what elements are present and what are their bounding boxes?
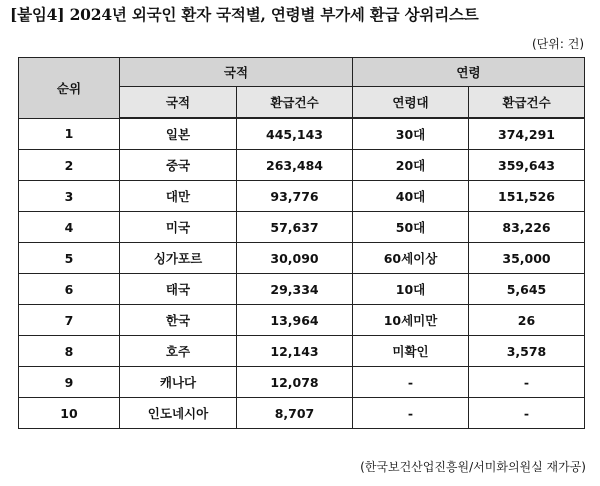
nationality-cell: 캐나다 [120,367,237,398]
table-row [19,212,585,243]
rank-cell: 3 [19,181,120,212]
nationality-cell: 태국 [120,274,237,305]
nationality-group-header: 국적 [120,58,353,87]
age-group-cell: - [353,367,469,398]
age-count-cell: 3,578 [469,336,585,367]
table-row [19,181,585,212]
nationality-count-cell: 12,143 [237,336,353,367]
age-count-cell: 26 [469,305,585,336]
age-count-column-header: 환급건수 [469,87,585,119]
age-count-cell: 151,526 [469,181,585,212]
rank-cell: 8 [19,336,120,367]
age-group-cell: 10세미만 [353,305,469,336]
age-count-cell: - [469,367,585,398]
nationality-count-cell: 29,334 [237,274,353,305]
nationality-count-cell: 445,143 [237,118,353,150]
document-title: [붙임4] 2024년 외국인 환자 국적별, 연령별 부가세 환급 상위리스트 [10,5,479,24]
age-group-cell: 미확인 [353,336,469,367]
nationality-count-cell: 12,078 [237,367,353,398]
age-count-cell: 359,643 [469,150,585,181]
nationality-cell: 일본 [120,118,237,150]
rank-cell: 9 [19,367,120,398]
table-row [19,367,585,398]
age-count-cell: 5,645 [469,274,585,305]
age-group-cell: 20대 [353,150,469,181]
age-count-cell: 83,226 [469,212,585,243]
rank-cell: 2 [19,150,120,181]
age-count-cell: - [469,398,585,429]
unit-note: (단위: 건) [532,37,584,51]
age-group-cell: 50대 [353,212,469,243]
age-group-cell: 40대 [353,181,469,212]
rank-cell: 4 [19,212,120,243]
table-row [19,305,585,336]
nationality-count-cell: 93,776 [237,181,353,212]
nationality-count-column-header: 환급건수 [237,87,353,119]
nationality-cell: 미국 [120,212,237,243]
nationality-count-cell: 13,964 [237,305,353,336]
age-group-header: 연령 [353,58,585,87]
table-row [19,398,585,429]
age-count-cell: 35,000 [469,243,585,274]
age-group-cell: 10대 [353,274,469,305]
nationality-cell: 인도네시아 [120,398,237,429]
age-group-column-header: 연령대 [353,87,469,119]
rank-cell: 10 [19,398,120,429]
age-count-cell: 374,291 [469,118,585,150]
rank-header: 순위 [19,58,120,119]
table-row [19,118,585,150]
nationality-cell: 중국 [120,150,237,181]
nationality-column-header: 국적 [120,87,237,119]
nationality-count-cell: 30,090 [237,243,353,274]
rank-cell: 6 [19,274,120,305]
nationality-cell: 대만 [120,181,237,212]
refund-ranking-table [18,57,585,429]
rank-cell: 7 [19,305,120,336]
age-group-cell: - [353,398,469,429]
nationality-cell: 호주 [120,336,237,367]
table-row [19,274,585,305]
nationality-count-cell: 57,637 [237,212,353,243]
nationality-count-cell: 8,707 [237,398,353,429]
nationality-cell: 한국 [120,305,237,336]
age-group-cell: 30대 [353,118,469,150]
rank-cell: 1 [19,118,120,150]
table-row [19,243,585,274]
nationality-count-cell: 263,484 [237,150,353,181]
table-row [19,336,585,367]
nationality-cell: 싱가포르 [120,243,237,274]
age-group-cell: 60세이상 [353,243,469,274]
table-row [19,150,585,181]
rank-cell: 5 [19,243,120,274]
source-note: (한국보건산업진흥원/서미화의원실 재가공) [360,460,586,474]
